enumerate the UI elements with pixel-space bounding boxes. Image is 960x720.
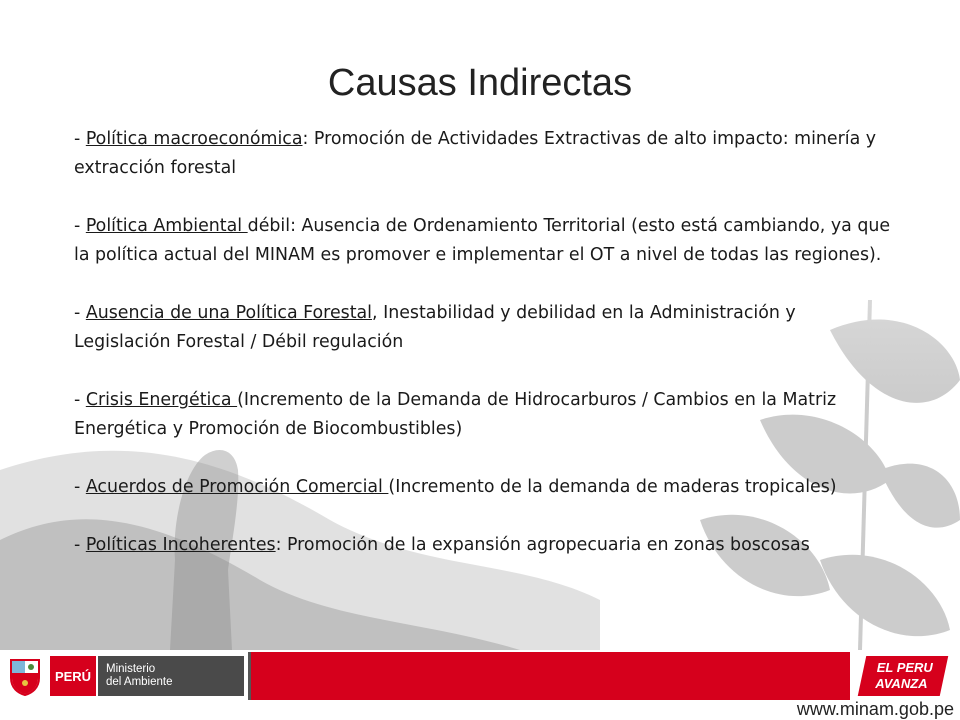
- list-item: [74, 125, 894, 183]
- ministry-line-2: del Ambiente: [106, 676, 173, 688]
- item-text: débil: Ausencia de Ordenamiento Territorial (esto está cambiando, ya que la política actual del MINAM es promover e implementar el OT a nivel de todas las regiones).: [74, 216, 891, 265]
- coat-of-arms-icon: [6, 656, 44, 696]
- ministry-logo: [0, 652, 251, 700]
- ministry-line-1: Ministerio: [106, 663, 156, 675]
- item-text: , Inestabilidad y debilidad en la Administración y Legislación Forestal / Débil regulación: [74, 303, 796, 352]
- item-text: (Incremento de la Demanda de Hidrocarburos / Cambios en la Matriz Energética y Promoción de Biocombustibles): [74, 390, 837, 439]
- slide-title: Causas Indirectas: [327, 62, 633, 104]
- item-text: : Promoción de Actividades Extractivas de alto impacto: minería y extracción forestal: [74, 129, 877, 178]
- item-text: : Promoción de la expansión agropecuaria en zonas boscosas: [275, 535, 810, 555]
- el-peru-avanza-logo: [850, 652, 960, 700]
- item-link[interactable]: Política Ambiental: [85, 216, 248, 236]
- item-link[interactable]: Ausencia de una Política Forestal: [85, 303, 373, 323]
- item-link[interactable]: Políticas Incoherentes: [85, 535, 276, 555]
- item-dash: -: [74, 477, 86, 497]
- ministry-name: [98, 656, 244, 696]
- website-url[interactable]: www.minam.gob.pe: [796, 699, 954, 719]
- avanza-line-2: AVANZA: [875, 676, 928, 691]
- slide-content: [74, 125, 894, 560]
- item-link[interactable]: Crisis Energética: [85, 390, 238, 410]
- list-item: [74, 531, 894, 560]
- list-item: [74, 299, 894, 357]
- list-item: [74, 473, 894, 502]
- item-link[interactable]: Acuerdos de Promoción Comercial: [85, 477, 389, 497]
- list-item: [74, 212, 894, 270]
- item-link[interactable]: Política macroeconómica: [85, 129, 303, 149]
- item-text: (Incremento de la demanda de maderas tropicales): [388, 477, 837, 497]
- item-dash: -: [74, 129, 86, 149]
- avanza-badge: [858, 656, 949, 696]
- item-dash: -: [74, 216, 86, 236]
- item-dash: -: [74, 390, 86, 410]
- item-dash: -: [74, 303, 86, 323]
- item-dash: -: [74, 535, 86, 555]
- peru-label: PERÚ: [50, 656, 96, 696]
- list-item: [74, 386, 894, 444]
- avanza-line-1: EL PERU: [876, 660, 933, 675]
